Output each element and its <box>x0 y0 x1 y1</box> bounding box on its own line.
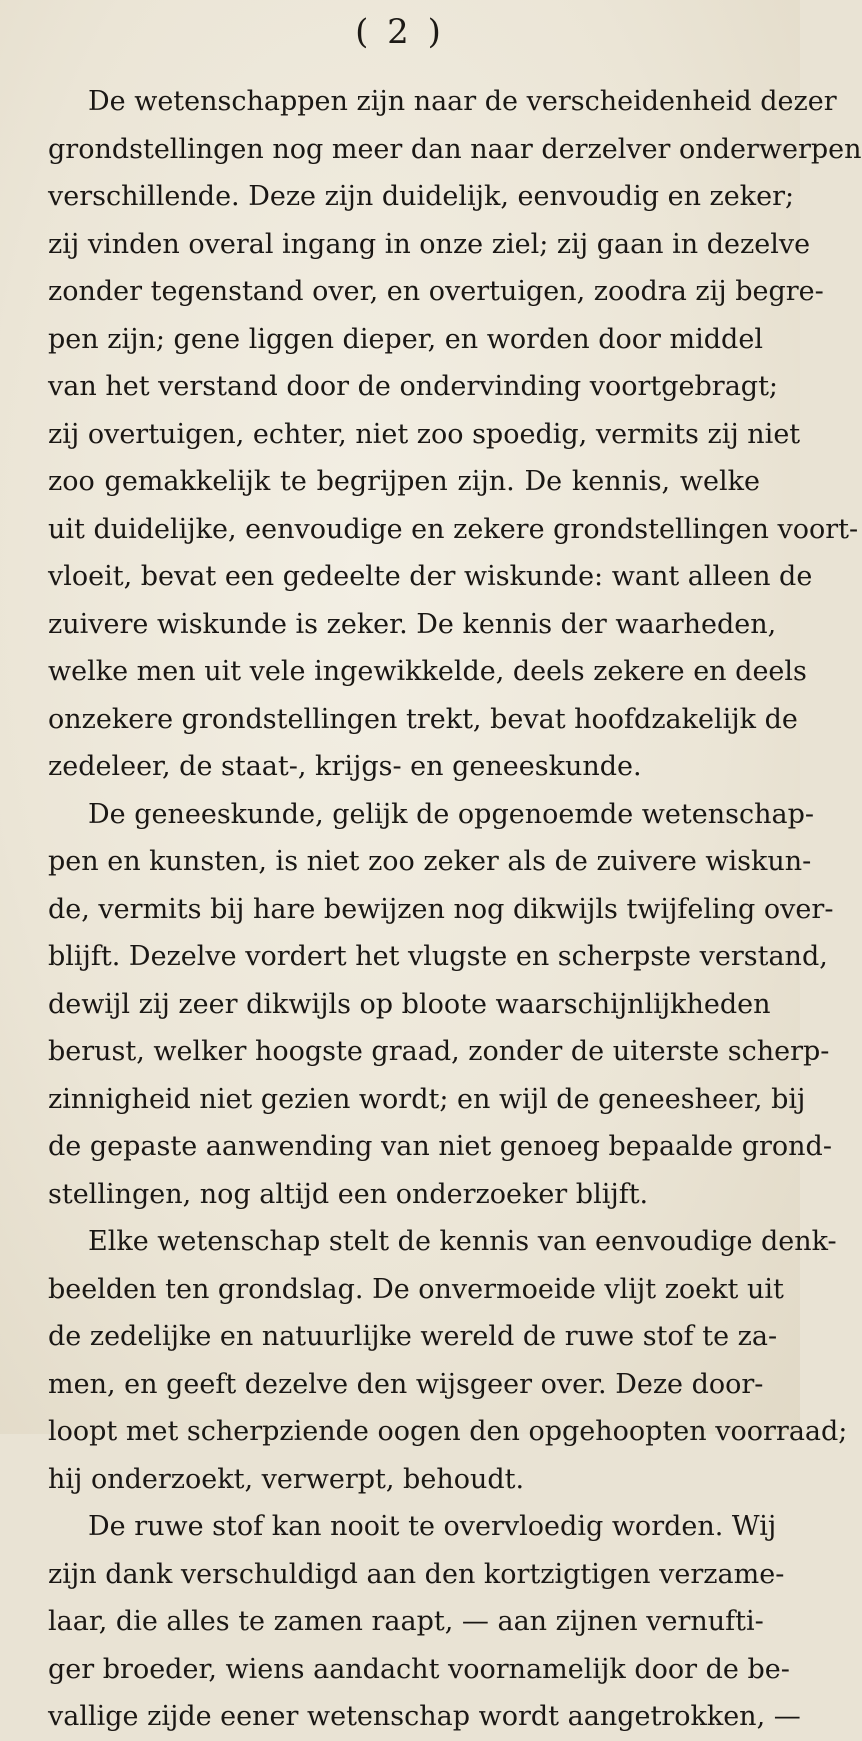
text-line: dewijl zij zeer dikwijls op bloote waarschijnlijkheden <box>48 988 771 1020</box>
text-line: laar, die alles te zamen raapt, — aan zijnen vernufti- <box>48 1606 764 1637</box>
text-line: De geneeskunde, gelijk de opgenoemde wetenschap- <box>88 798 814 830</box>
text-line: Elke wetenschap stelt de kennis van eenvoudige denk- <box>88 1226 837 1257</box>
text-line: blijft. Dezelve vordert het vlugste en scherpste verstand, <box>48 941 828 972</box>
text-line: grondstellingen nog meer dan naar derzelver onderwerpen <box>48 133 862 165</box>
text-line: de gepaste aanwending van niet genoeg bepaalde grond- <box>48 1131 832 1162</box>
text-line: men, en geeft dezelve den wijsgeer over. Deze door- <box>48 1368 764 1400</box>
text-line: pen zijn; gene liggen dieper, en worden door middel <box>48 323 763 355</box>
text-line: loopt met scherpziende oogen den opgehoopten voorraad; <box>48 1416 848 1447</box>
text-line: zedeleer, de staat-, krijgs- en geneeskunde. <box>48 751 642 782</box>
text-line: zijn dank verschuldigd aan den kortzigtigen verzame- <box>48 1558 785 1590</box>
text-line: stellingen, nog altijd een onderzoeker blijft. <box>48 1178 649 1210</box>
text-line: ger broeder, wiens aandacht voornamelijk door de be- <box>48 1653 790 1685</box>
body-text <box>48 78 862 1741</box>
text-line: van het verstand door de ondervinding voortgebragt; <box>48 371 779 402</box>
text-line: verschillende. Deze zijn duidelijk, eenvoudig en zeker; <box>48 181 795 212</box>
text-line: zoo gemakkelijk te begrijpen zijn. De kennis, welke <box>48 466 760 497</box>
text-line: hij onderzoekt, verwerpt, behoudt. <box>48 1463 525 1495</box>
text-line: uit duidelijke, eenvoudige en zekere grondstellingen voort- <box>48 513 859 545</box>
text-line: De ruwe stof kan nooit te overvloedig worden. Wij <box>88 1511 777 1542</box>
text-line: zij vinden overal ingang in onze ziel; zij gaan in dezelve <box>48 228 811 260</box>
text-line: zuivere wiskunde is zeker. De kennis der waarheden, <box>48 608 777 640</box>
text-line: onzekere grondstellingen trekt, bevat hoofdzakelijk de <box>48 703 798 735</box>
text-line: de, vermits bij hare bewijzen nog dikwijls twijfeling over- <box>48 893 834 925</box>
text-line: vallige zijde eener wetenschap wordt aangetrokken, — <box>48 1701 801 1732</box>
text-line: welke men uit vele ingewikkelde, deels zekere en deels <box>48 656 807 687</box>
text-line: berust, welker hoogste graad, zonder de uiterste scherp- <box>48 1036 830 1067</box>
text-line: vloeit, bevat een gedeelte der wiskunde: want alleen de <box>48 561 813 592</box>
text-line: zij overtuigen, echter, niet zoo spoedig, vermits zij niet <box>48 418 801 450</box>
page-number: ( 2 ) <box>355 12 445 52</box>
text-line: zinnigheid niet gezien wordt; en wijl de geneesheer, bij <box>48 1083 806 1115</box>
text-line: De wetenschappen zijn naar de verscheidenheid dezer <box>88 86 837 117</box>
text-line: zonder tegenstand over, en overtuigen, zoodra zij begre- <box>48 276 824 307</box>
text-line: de zedelijke en natuurlijke wereld de ruwe stof te za- <box>48 1321 778 1352</box>
text-line: beelden ten grondslag. De onvermoeide vlijt zoekt uit <box>48 1273 784 1305</box>
text-line: pen en kunsten, is niet zoo zeker als de zuivere wiskun- <box>48 846 812 877</box>
